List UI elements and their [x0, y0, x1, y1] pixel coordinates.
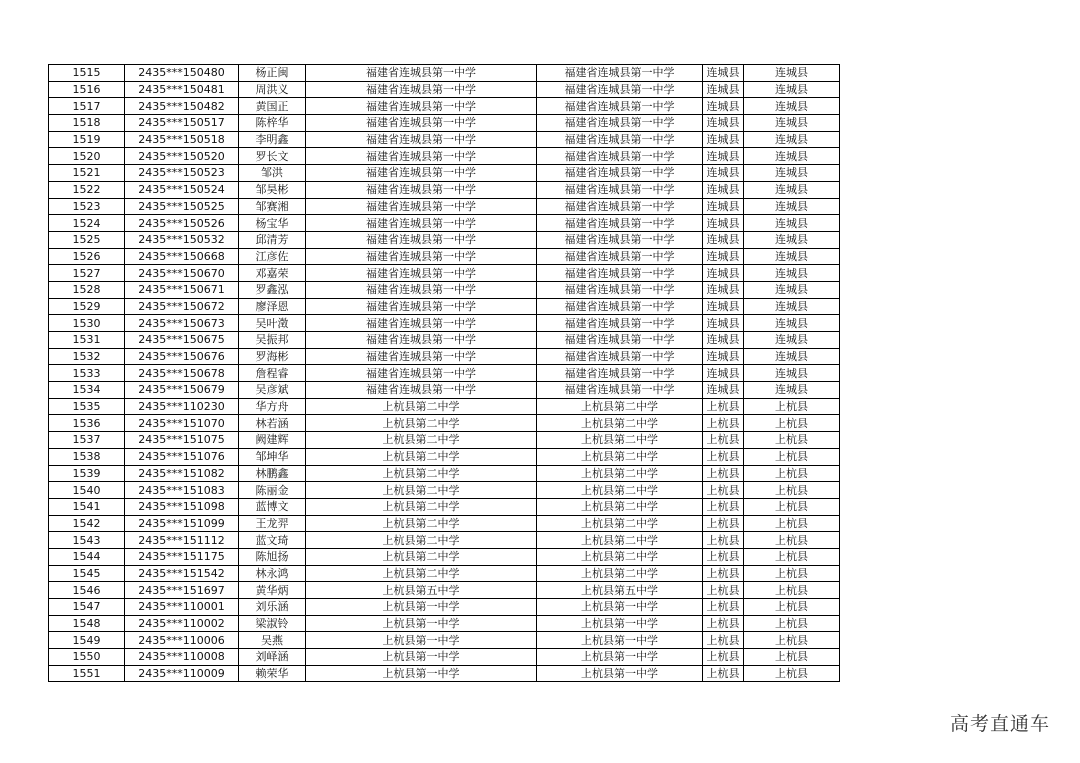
cell-exam-id: 2435***110009	[125, 665, 239, 682]
cell-district: 上杭县	[744, 565, 840, 582]
cell-row-number: 1548	[49, 615, 125, 632]
cell-school-name: 福建省连城县第一中学	[306, 281, 537, 298]
cell-county: 上杭县	[703, 432, 744, 449]
cell-district: 连城县	[744, 98, 840, 115]
cell-district: 连城县	[744, 148, 840, 165]
cell-county: 上杭县	[703, 498, 744, 515]
cell-registered-school: 上杭县第一中学	[537, 632, 703, 649]
cell-row-number: 1526	[49, 248, 125, 265]
cell-school-name: 上杭县第二中学	[306, 515, 537, 532]
cell-exam-id: 2435***151083	[125, 482, 239, 499]
cell-county: 连城县	[703, 131, 744, 148]
cell-exam-id: 2435***150668	[125, 248, 239, 265]
cell-student-name: 林永鸿	[239, 565, 306, 582]
cell-school-name: 福建省连城县第一中学	[306, 298, 537, 315]
table-row	[49, 482, 840, 499]
cell-district: 上杭县	[744, 432, 840, 449]
cell-school-name: 福建省连城县第一中学	[306, 65, 537, 82]
cell-student-name: 黄华炳	[239, 582, 306, 599]
cell-exam-id: 2435***151076	[125, 448, 239, 465]
cell-exam-id: 2435***150518	[125, 131, 239, 148]
cell-district: 连城县	[744, 315, 840, 332]
cell-district: 上杭县	[744, 632, 840, 649]
cell-school-name: 福建省连城县第一中学	[306, 382, 537, 399]
cell-student-name: 杨正闽	[239, 65, 306, 82]
cell-student-name: 王龙羿	[239, 515, 306, 532]
cell-district: 连城县	[744, 231, 840, 248]
cell-district: 上杭县	[744, 548, 840, 565]
cell-exam-id: 2435***151070	[125, 415, 239, 432]
cell-exam-id: 2435***150481	[125, 81, 239, 98]
cell-county: 上杭县	[703, 532, 744, 549]
table-row	[49, 115, 840, 132]
cell-student-name: 黄国正	[239, 98, 306, 115]
cell-row-number: 1528	[49, 281, 125, 298]
cell-registered-school: 福建省连城县第一中学	[537, 382, 703, 399]
cell-registered-school: 福建省连城县第一中学	[537, 198, 703, 215]
cell-student-name: 华方舟	[239, 398, 306, 415]
table-row	[49, 649, 840, 666]
cell-registered-school: 上杭县第二中学	[537, 415, 703, 432]
cell-school-name: 上杭县第二中学	[306, 565, 537, 582]
table-row	[49, 515, 840, 532]
cell-county: 上杭县	[703, 565, 744, 582]
cell-student-name: 李明鑫	[239, 131, 306, 148]
cell-student-name: 刘峄涵	[239, 649, 306, 666]
cell-student-name: 江彦佐	[239, 248, 306, 265]
cell-student-name: 林鹏鑫	[239, 465, 306, 482]
cell-registered-school: 上杭县第二中学	[537, 498, 703, 515]
cell-registered-school: 福建省连城县第一中学	[537, 215, 703, 232]
cell-school-name: 福建省连城县第一中学	[306, 365, 537, 382]
cell-school-name: 福建省连城县第一中学	[306, 315, 537, 332]
cell-school-name: 福建省连城县第一中学	[306, 332, 537, 349]
cell-district: 上杭县	[744, 398, 840, 415]
cell-district: 连城县	[744, 298, 840, 315]
cell-exam-id: 2435***150678	[125, 365, 239, 382]
cell-school-name: 上杭县第五中学	[306, 582, 537, 599]
cell-student-name: 邱清芳	[239, 231, 306, 248]
cell-student-name: 吴振邦	[239, 332, 306, 349]
cell-registered-school: 上杭县第二中学	[537, 482, 703, 499]
cell-row-number: 1529	[49, 298, 125, 315]
table-row	[49, 148, 840, 165]
cell-student-name: 蓝博文	[239, 498, 306, 515]
cell-student-name: 邹洪	[239, 165, 306, 182]
cell-exam-id: 2435***150672	[125, 298, 239, 315]
cell-school-name: 上杭县第二中学	[306, 398, 537, 415]
cell-row-number: 1545	[49, 565, 125, 582]
cell-row-number: 1538	[49, 448, 125, 465]
cell-registered-school: 福建省连城县第一中学	[537, 181, 703, 198]
cell-student-name: 阙建辉	[239, 432, 306, 449]
cell-school-name: 上杭县第二中学	[306, 465, 537, 482]
cell-exam-id: 2435***110001	[125, 599, 239, 616]
cell-row-number: 1521	[49, 165, 125, 182]
cell-district: 上杭县	[744, 465, 840, 482]
table-row	[49, 415, 840, 432]
table-row	[49, 465, 840, 482]
cell-district: 上杭县	[744, 498, 840, 515]
cell-exam-id: 2435***150675	[125, 332, 239, 349]
cell-school-name: 福建省连城县第一中学	[306, 231, 537, 248]
table-row	[49, 548, 840, 565]
cell-student-name: 邹赛湘	[239, 198, 306, 215]
cell-student-name: 蓝文琦	[239, 532, 306, 549]
table-row	[49, 615, 840, 632]
cell-county: 连城县	[703, 165, 744, 182]
cell-registered-school: 福建省连城县第一中学	[537, 265, 703, 282]
cell-student-name: 陈丽金	[239, 482, 306, 499]
cell-school-name: 上杭县第一中学	[306, 649, 537, 666]
table-row	[49, 131, 840, 148]
cell-row-number: 1534	[49, 382, 125, 399]
cell-exam-id: 2435***151082	[125, 465, 239, 482]
cell-county: 连城县	[703, 65, 744, 82]
cell-district: 连城县	[744, 365, 840, 382]
cell-exam-id: 2435***151099	[125, 515, 239, 532]
cell-county: 上杭县	[703, 649, 744, 666]
table-row	[49, 248, 840, 265]
cell-student-name: 罗长文	[239, 148, 306, 165]
cell-district: 连城县	[744, 281, 840, 298]
cell-county: 连城县	[703, 198, 744, 215]
table-row	[49, 315, 840, 332]
cell-district: 连城县	[744, 348, 840, 365]
table-row	[49, 231, 840, 248]
table-row	[49, 382, 840, 399]
cell-registered-school: 上杭县第二中学	[537, 565, 703, 582]
table-row	[49, 98, 840, 115]
cell-row-number: 1550	[49, 649, 125, 666]
cell-registered-school: 上杭县第一中学	[537, 649, 703, 666]
table-row	[49, 448, 840, 465]
cell-row-number: 1539	[49, 465, 125, 482]
cell-county: 上杭县	[703, 515, 744, 532]
cell-county: 连城县	[703, 265, 744, 282]
cell-county: 连城县	[703, 315, 744, 332]
cell-registered-school: 上杭县第五中学	[537, 582, 703, 599]
cell-student-name: 陈梓华	[239, 115, 306, 132]
cell-registered-school: 福建省连城县第一中学	[537, 98, 703, 115]
cell-school-name: 上杭县第二中学	[306, 448, 537, 465]
cell-exam-id: 2435***150480	[125, 65, 239, 82]
cell-county: 上杭县	[703, 465, 744, 482]
table-row	[49, 65, 840, 82]
cell-district: 连城县	[744, 115, 840, 132]
cell-row-number: 1515	[49, 65, 125, 82]
cell-registered-school: 上杭县第一中学	[537, 599, 703, 616]
cell-row-number: 1530	[49, 315, 125, 332]
cell-district: 连城县	[744, 332, 840, 349]
cell-registered-school: 福建省连城县第一中学	[537, 115, 703, 132]
cell-county: 上杭县	[703, 665, 744, 682]
cell-district: 上杭县	[744, 482, 840, 499]
table-row	[49, 348, 840, 365]
table-row	[49, 599, 840, 616]
cell-row-number: 1541	[49, 498, 125, 515]
cell-registered-school: 上杭县第一中学	[537, 615, 703, 632]
table-row	[49, 81, 840, 98]
cell-row-number: 1524	[49, 215, 125, 232]
cell-district: 上杭县	[744, 532, 840, 549]
cell-row-number: 1543	[49, 532, 125, 549]
cell-student-name: 邹坤华	[239, 448, 306, 465]
table-row	[49, 632, 840, 649]
cell-school-name: 上杭县第一中学	[306, 599, 537, 616]
cell-district: 连城县	[744, 382, 840, 399]
cell-registered-school: 上杭县第二中学	[537, 532, 703, 549]
cell-row-number: 1518	[49, 115, 125, 132]
table-row	[49, 532, 840, 549]
cell-registered-school: 上杭县第二中学	[537, 465, 703, 482]
cell-registered-school: 福建省连城县第一中学	[537, 248, 703, 265]
cell-student-name: 詹程睿	[239, 365, 306, 382]
cell-row-number: 1517	[49, 98, 125, 115]
cell-district: 上杭县	[744, 582, 840, 599]
cell-student-name: 刘乐涵	[239, 599, 306, 616]
cell-student-name: 罗海彬	[239, 348, 306, 365]
cell-district: 上杭县	[744, 665, 840, 682]
cell-student-name: 杨宝华	[239, 215, 306, 232]
table-body	[49, 65, 840, 682]
table-row	[49, 565, 840, 582]
cell-district: 连城县	[744, 198, 840, 215]
table-row	[49, 198, 840, 215]
cell-registered-school: 上杭县第二中学	[537, 548, 703, 565]
cell-district: 连城县	[744, 81, 840, 98]
cell-school-name: 福建省连城县第一中学	[306, 215, 537, 232]
table-row	[49, 665, 840, 682]
cell-school-name: 福建省连城县第一中学	[306, 115, 537, 132]
cell-exam-id: 2435***150517	[125, 115, 239, 132]
cell-county: 连城县	[703, 248, 744, 265]
cell-county: 连城县	[703, 98, 744, 115]
cell-school-name: 上杭县第二中学	[306, 498, 537, 515]
cell-student-name: 梁淑铃	[239, 615, 306, 632]
cell-school-name: 福建省连城县第一中学	[306, 265, 537, 282]
cell-school-name: 福建省连城县第一中学	[306, 98, 537, 115]
cell-exam-id: 2435***150523	[125, 165, 239, 182]
table-row	[49, 498, 840, 515]
cell-school-name: 上杭县第二中学	[306, 482, 537, 499]
cell-district: 连城县	[744, 165, 840, 182]
cell-county: 上杭县	[703, 398, 744, 415]
cell-registered-school: 上杭县第二中学	[537, 515, 703, 532]
cell-student-name: 赖荣华	[239, 665, 306, 682]
table-row	[49, 215, 840, 232]
cell-exam-id: 2435***150526	[125, 215, 239, 232]
cell-county: 连城县	[703, 365, 744, 382]
cell-school-name: 上杭县第一中学	[306, 665, 537, 682]
cell-county: 连城县	[703, 332, 744, 349]
cell-school-name: 福建省连城县第一中学	[306, 81, 537, 98]
cell-row-number: 1546	[49, 582, 125, 599]
cell-row-number: 1547	[49, 599, 125, 616]
cell-registered-school: 福建省连城县第一中学	[537, 65, 703, 82]
cell-registered-school: 上杭县第二中学	[537, 432, 703, 449]
cell-district: 上杭县	[744, 649, 840, 666]
cell-district: 上杭县	[744, 448, 840, 465]
cell-county: 连城县	[703, 81, 744, 98]
cell-registered-school: 上杭县第二中学	[537, 398, 703, 415]
cell-county: 连城县	[703, 298, 744, 315]
cell-county: 连城县	[703, 115, 744, 132]
cell-exam-id: 2435***151175	[125, 548, 239, 565]
cell-district: 上杭县	[744, 599, 840, 616]
cell-district: 连城县	[744, 265, 840, 282]
cell-row-number: 1531	[49, 332, 125, 349]
cell-school-name: 福建省连城县第一中学	[306, 248, 537, 265]
cell-row-number: 1527	[49, 265, 125, 282]
cell-county: 上杭县	[703, 599, 744, 616]
cell-district: 上杭县	[744, 415, 840, 432]
cell-registered-school: 福建省连城县第一中学	[537, 231, 703, 248]
cell-school-name: 福建省连城县第一中学	[306, 148, 537, 165]
cell-county: 上杭县	[703, 632, 744, 649]
cell-registered-school: 福建省连城县第一中学	[537, 298, 703, 315]
cell-county: 连城县	[703, 215, 744, 232]
cell-county: 上杭县	[703, 582, 744, 599]
cell-registered-school: 福建省连城县第一中学	[537, 281, 703, 298]
cell-school-name: 上杭县第二中学	[306, 548, 537, 565]
student-list-table	[48, 64, 840, 682]
cell-registered-school: 上杭县第一中学	[537, 665, 703, 682]
cell-district: 连城县	[744, 215, 840, 232]
cell-school-name: 上杭县第二中学	[306, 432, 537, 449]
cell-exam-id: 2435***151542	[125, 565, 239, 582]
cell-exam-id: 2435***151112	[125, 532, 239, 549]
cell-exam-id: 2435***150520	[125, 148, 239, 165]
table-row	[49, 298, 840, 315]
cell-student-name: 吴叶澂	[239, 315, 306, 332]
cell-registered-school: 福建省连城县第一中学	[537, 348, 703, 365]
cell-exam-id: 2435***110006	[125, 632, 239, 649]
cell-row-number: 1536	[49, 415, 125, 432]
cell-district: 连城县	[744, 248, 840, 265]
table-row	[49, 432, 840, 449]
cell-student-name: 吴彦斌	[239, 382, 306, 399]
cell-registered-school: 上杭县第二中学	[537, 448, 703, 465]
cell-row-number: 1522	[49, 181, 125, 198]
cell-exam-id: 2435***151098	[125, 498, 239, 515]
cell-row-number: 1520	[49, 148, 125, 165]
cell-student-name: 陈旭扬	[239, 548, 306, 565]
cell-exam-id: 2435***150676	[125, 348, 239, 365]
table-row	[49, 165, 840, 182]
cell-county: 上杭县	[703, 482, 744, 499]
cell-student-name: 林若涵	[239, 415, 306, 432]
cell-district: 连城县	[744, 181, 840, 198]
cell-county: 连城县	[703, 181, 744, 198]
cell-registered-school: 福建省连城县第一中学	[537, 365, 703, 382]
table-row	[49, 582, 840, 599]
cell-exam-id: 2435***110230	[125, 398, 239, 415]
cell-row-number: 1523	[49, 198, 125, 215]
cell-exam-id: 2435***150524	[125, 181, 239, 198]
cell-exam-id: 2435***150679	[125, 382, 239, 399]
cell-row-number: 1533	[49, 365, 125, 382]
cell-county: 上杭县	[703, 415, 744, 432]
cell-district: 连城县	[744, 65, 840, 82]
cell-exam-id: 2435***151697	[125, 582, 239, 599]
cell-school-name: 上杭县第一中学	[306, 615, 537, 632]
cell-county: 上杭县	[703, 448, 744, 465]
cell-student-name: 吴燕	[239, 632, 306, 649]
cell-row-number: 1525	[49, 231, 125, 248]
cell-registered-school: 福建省连城县第一中学	[537, 81, 703, 98]
cell-county: 连城县	[703, 148, 744, 165]
cell-school-name: 上杭县第一中学	[306, 632, 537, 649]
table-row	[49, 332, 840, 349]
cell-registered-school: 福建省连城县第一中学	[537, 332, 703, 349]
cell-district: 上杭县	[744, 615, 840, 632]
cell-exam-id: 2435***150670	[125, 265, 239, 282]
cell-county: 连城县	[703, 348, 744, 365]
cell-school-name: 上杭县第二中学	[306, 532, 537, 549]
cell-row-number: 1549	[49, 632, 125, 649]
cell-exam-id: 2435***151075	[125, 432, 239, 449]
cell-student-name: 周洪义	[239, 81, 306, 98]
cell-district: 连城县	[744, 131, 840, 148]
cell-student-name: 邓嘉荣	[239, 265, 306, 282]
cell-exam-id: 2435***110008	[125, 649, 239, 666]
table-row	[49, 265, 840, 282]
cell-row-number: 1542	[49, 515, 125, 532]
cell-exam-id: 2435***150532	[125, 231, 239, 248]
cell-row-number: 1516	[49, 81, 125, 98]
cell-student-name: 罗鑫泓	[239, 281, 306, 298]
cell-row-number: 1532	[49, 348, 125, 365]
cell-county: 连城县	[703, 281, 744, 298]
cell-school-name: 福建省连城县第一中学	[306, 131, 537, 148]
table-row	[49, 181, 840, 198]
cell-row-number: 1540	[49, 482, 125, 499]
table-row	[49, 365, 840, 382]
cell-county: 连城县	[703, 382, 744, 399]
cell-row-number: 1535	[49, 398, 125, 415]
table-row	[49, 281, 840, 298]
cell-county: 连城县	[703, 231, 744, 248]
cell-exam-id: 2435***150671	[125, 281, 239, 298]
cell-exam-id: 2435***150482	[125, 98, 239, 115]
cell-exam-id: 2435***150673	[125, 315, 239, 332]
cell-exam-id: 2435***110002	[125, 615, 239, 632]
cell-exam-id: 2435***150525	[125, 198, 239, 215]
cell-registered-school: 福建省连城县第一中学	[537, 165, 703, 182]
cell-school-name: 上杭县第二中学	[306, 415, 537, 432]
cell-school-name: 福建省连城县第一中学	[306, 348, 537, 365]
cell-row-number: 1544	[49, 548, 125, 565]
cell-student-name: 邹昊彬	[239, 181, 306, 198]
cell-school-name: 福建省连城县第一中学	[306, 181, 537, 198]
cell-registered-school: 福建省连城县第一中学	[537, 131, 703, 148]
cell-school-name: 福建省连城县第一中学	[306, 198, 537, 215]
cell-county: 上杭县	[703, 615, 744, 632]
cell-registered-school: 福建省连城县第一中学	[537, 148, 703, 165]
watermark-text: 高考直通车	[949, 713, 1050, 735]
cell-row-number: 1551	[49, 665, 125, 682]
table-row	[49, 398, 840, 415]
cell-district: 上杭县	[744, 515, 840, 532]
cell-registered-school: 福建省连城县第一中学	[537, 315, 703, 332]
cell-row-number: 1519	[49, 131, 125, 148]
cell-student-name: 廖泽恩	[239, 298, 306, 315]
cell-row-number: 1537	[49, 432, 125, 449]
cell-county: 上杭县	[703, 548, 744, 565]
cell-school-name: 福建省连城县第一中学	[306, 165, 537, 182]
